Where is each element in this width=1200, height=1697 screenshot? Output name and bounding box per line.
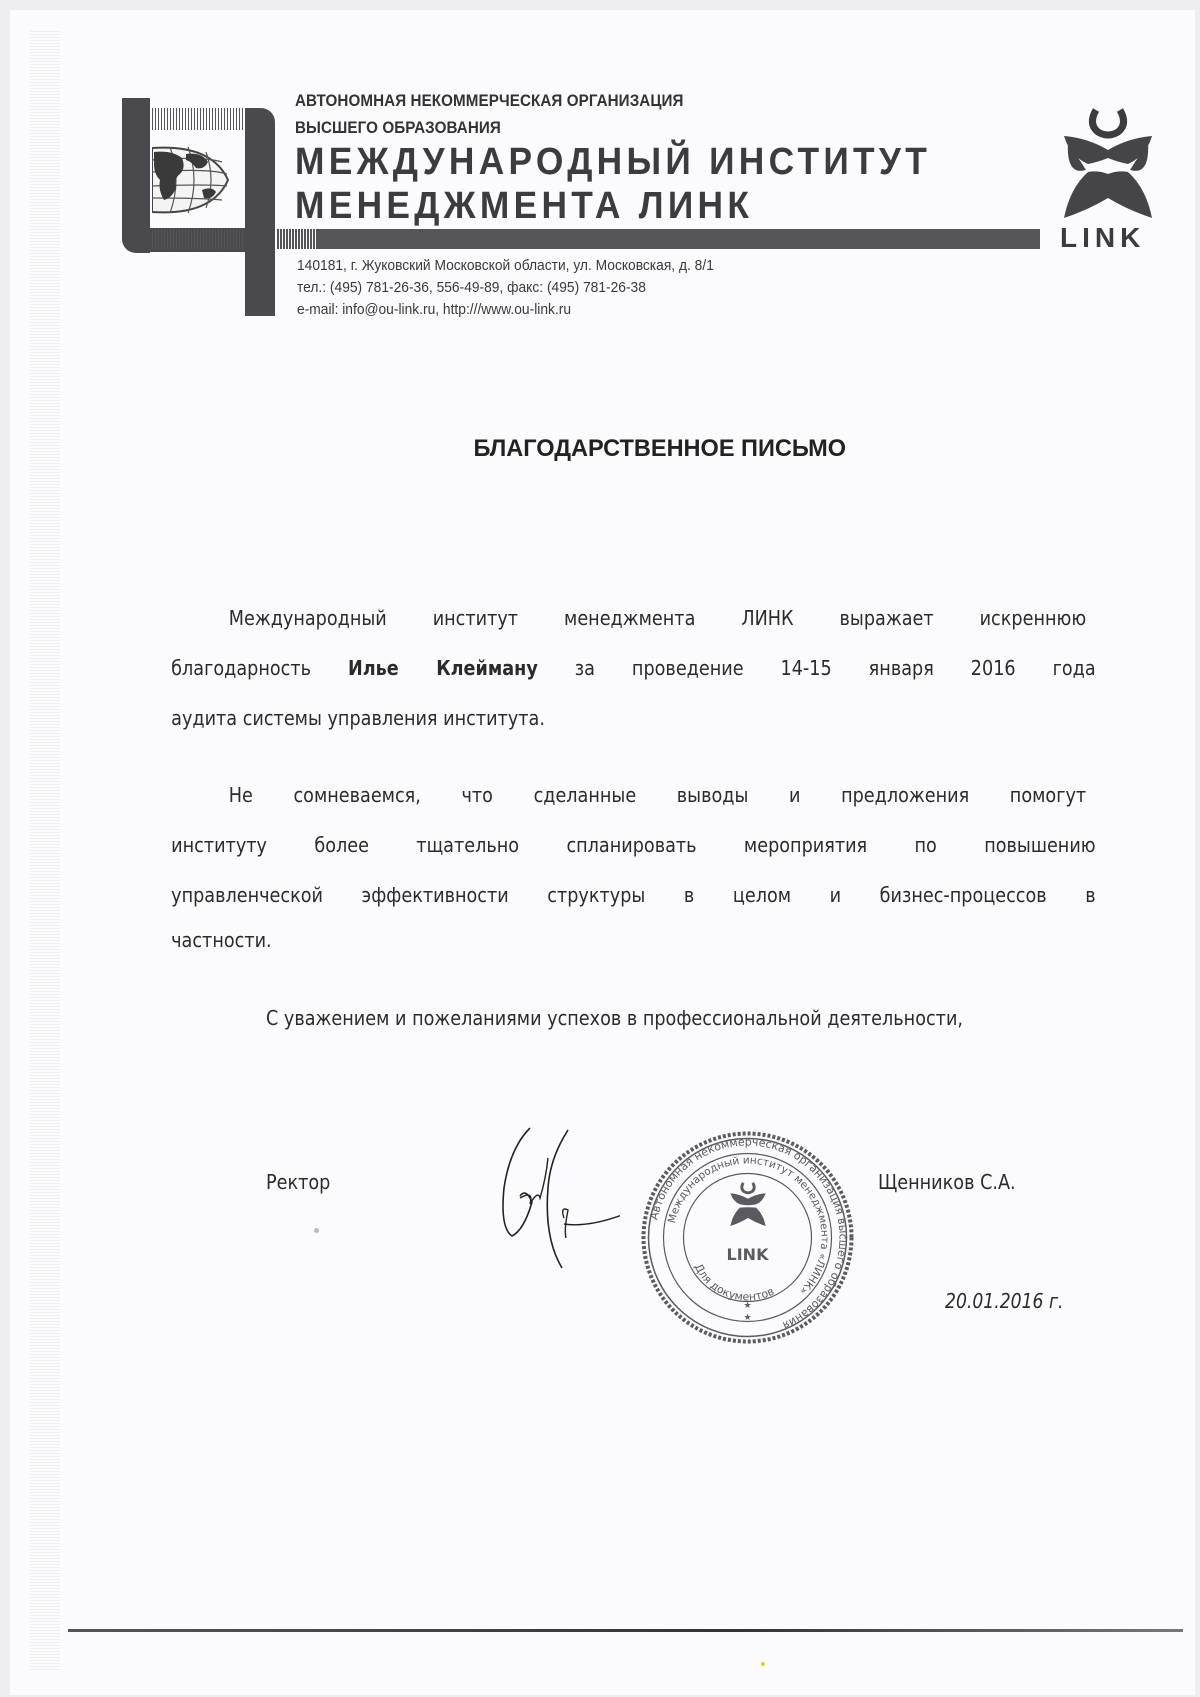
official-stamp <box>640 1130 855 1345</box>
paragraph-1-line-2 <box>171 653 1096 683</box>
header-rule-hatch <box>276 229 316 249</box>
paragraph-1-line-3: аудита системы управления института. <box>171 706 545 730</box>
org-type-line2: ВЫСШЕГО ОБРАЗОВАНИЯ <box>295 119 501 137</box>
signatory-name: Щенников С.А. <box>878 1170 1016 1194</box>
handwritten-signature <box>490 1118 620 1273</box>
scan-speck-2 <box>314 1228 319 1233</box>
line-2-suffix: за проведение 14-15 января 2016 года <box>537 656 1096 680</box>
paragraph-2-line-4: частности. <box>171 928 272 952</box>
line-2-prefix: благодарность <box>171 656 348 680</box>
scan-artifact-strip <box>30 30 60 1670</box>
paragraph-1-line-1: Международный институт менеджмента ЛИНК выражает искреннюю <box>228 606 1087 630</box>
phone-line: тел.: (495) 781-26-36, 556-49-89, факс: (495) 781-26-38 <box>297 279 646 296</box>
scan-speck <box>761 1662 765 1666</box>
recipient-name: Илье Клейману <box>347 656 538 680</box>
signatory-title: Ректор <box>266 1170 331 1194</box>
link-logo-text: LINK <box>1060 222 1146 253</box>
email-web-line: e-mail: info@ou-link.ru, http:///www.ou-link.ru <box>297 301 572 318</box>
paragraph-2-line-2: институту более тщательно спланировать мероприятия по повышению <box>171 833 1096 857</box>
globe-icon <box>152 140 230 220</box>
link-lotus-icon <box>1058 98 1158 233</box>
stamp-star-icon: ★ <box>743 1300 752 1310</box>
org-name-line1: МЕЖДУНАРОДНЫЙ ИНСТИТУТ <box>295 141 932 183</box>
stamp-bottom-text: Для документов <box>691 1261 777 1304</box>
document-title: БЛАГОДАРСТВЕННОЕ ПИСЬМО <box>473 435 847 462</box>
footer-rule <box>68 1629 1183 1632</box>
stamp-inner-text: Международный институт менеджмента «ЛИНК» <box>665 1154 831 1297</box>
stamp-star-icon-2: ★ <box>743 1312 752 1322</box>
stamp-logo-text: LINK <box>726 1245 769 1264</box>
stamp-link-logo-icon <box>730 1183 765 1226</box>
stamp-outer-text: Автономная некоммерческая организация высшего образования <box>647 1135 850 1333</box>
address-line: 140181, г. Жуковский Московской области, ул. Московская, д. 8/1 <box>297 257 714 274</box>
paragraph-2-line-1: Не сомневаемся, что сделанные выводы и предложения помогут <box>228 783 1087 807</box>
header-rule-bar <box>276 229 1040 249</box>
document-date: 20.01.2016 г. <box>945 1289 1064 1313</box>
logo-right-bar <box>245 108 275 316</box>
logo-bottom-hatch <box>152 229 244 249</box>
paragraph-2-line-3: управленческой эффективности структуры в целом и бизнес-процессов в <box>171 883 1096 907</box>
org-type-line1: АВТОНОМНАЯ НЕКОММЕРЧЕСКАЯ ОРГАНИЗАЦИЯ <box>295 92 684 110</box>
closing-line: С уважением и пожеланиями успехов в профессиональной деятельности, <box>266 1006 964 1030</box>
logo-top-hatch <box>152 108 244 130</box>
org-name-line2: МЕНЕДЖМЕНТА ЛИНК <box>295 185 754 227</box>
